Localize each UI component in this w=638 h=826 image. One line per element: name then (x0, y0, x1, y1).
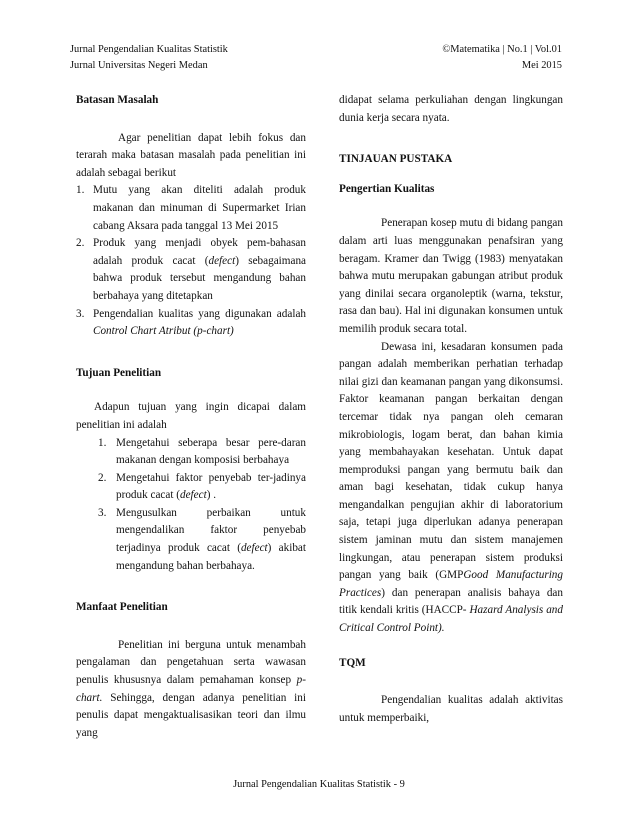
paragraph-batasan: Agar penelitian dapat lebih fokus dan terarah maka batasan masalah pada penelitian ini adalah sebagai berikut (76, 131, 306, 179)
journal-volume: ©Matematika | No.1 | Vol.01 (442, 44, 562, 55)
right-column (339, 92, 563, 727)
heading-manfaat-penelitian: Manfaat Penelitian (76, 601, 168, 614)
paragraph-kualitas-1: Penerapan kosep mutu di bidang pangan dalam arti luas menggunakan penafsiran yang beragam. Kramer dan Twigg (1983) menyatakan bahwa mutu merupakan gabungan atribut produk yang dinilai secara organoleptik (warna, tekstur, rasa dan bau). Hal ini digunakan konsumen untuk memilih produk secara total. (339, 217, 563, 335)
paragraph-kualitas-2: Dewasa ini, kesadaran konsumen pada pangan adalah memberikan perhatian terhadap nilai gizi dan keamanan pangan yang dikonsumsi. Faktor keamanan pangan berkaitan dengan tercemar tidak nya pangan oleh cemaran mikrobiologis, logam berat, dan bahan kimia yang membahayakan kesehatan. Untuk dapat memproduksi pangan yang bermutu baik dan aman bagi kesehatan, tidak cukup hanya mengandalkan pengujian akhir di laboratorium saja, tetapi juga diperlukan adanya penerapan sistem jaminan mutu dan sistem manajemen lingkungan, atau penerapan sistem produksi pangan yang baik (GMPGood Manufacturing Practices) dan penerapan analisis bahaya dan titik kendali kritis (HACCP- Hazard Analysis and Critical Control Point). (339, 340, 563, 635)
journal-date: Mei 2015 (521, 60, 562, 71)
journal-publisher: Jurnal Universitas Negeri Medan (70, 60, 208, 71)
paragraph-tujuan: Adapun tujuan yang ingin dicapai dalam penelitian ini adalah (76, 401, 306, 431)
list-item: 1. Mengetahui seberapa besar pere-daran makanan dengan komposisi berbahaya (98, 436, 306, 467)
page-footer: Jurnal Pengendalian Kualitas Statistik - 9 (233, 779, 405, 790)
heading-pengertian-kualitas: Pengertian Kualitas (339, 182, 435, 195)
list-item: 2. Produk yang menjadi obyek pem-bahasan adalah produk cacat (defect) sebagaimana bahwa produk tersebut mengandung bahan berbahaya yang ditetapkan (76, 237, 306, 302)
running-header-left (70, 42, 228, 74)
list-item: 2. Mengetahui faktor penyebab ter-jadinya produk cacat (defect) . (98, 471, 306, 502)
left-column (76, 92, 306, 742)
list-item: 3. Mengusulkan perbaikan untuk mengendalikan faktor penyebab terjadinya produk cacat (defect) akibat mengandung bahan berbahaya. (98, 506, 307, 572)
section-tinjauan-pustaka: TINJAUAN PUSTAKA (339, 153, 453, 166)
running-header-right (442, 42, 562, 74)
tujuan-list (76, 435, 306, 576)
heading-tqm: TQM (339, 656, 366, 669)
journal-title: Jurnal Pengendalian Kualitas Statistik (70, 44, 228, 55)
list-item: 3. Pengendalian kualitas yang digunakan adalah Control Chart Atribut (p-chart) (76, 307, 306, 338)
paragraph-continued: didapat selama perkuliahan dengan lingkungan dunia kerja secara nyata. (339, 94, 563, 124)
heading-batasan-masalah: Batasan Masalah (76, 94, 159, 106)
list-item: 1. Mutu yang akan diteliti adalah produk makanan dan minuman di Supermarket Irian cabang Aksara pada tanggal 13 Mei 2015 (76, 184, 306, 232)
paragraph-tqm: Pengendalian kualitas adalah aktivitas untuk memperbaiki, (339, 694, 563, 724)
batasan-list (76, 182, 306, 340)
paragraph-manfaat: Penelitian ini berguna untuk menambah pengalaman dan pengetahuan serta wawasan penulis khususnya dalam pemahaman konsep p-chart. Sehingga, dengan adanya penelitian ini penulis dapat mengaktualisasikan teori dan ilmu yang (76, 638, 306, 739)
heading-tujuan-penelitian: Tujuan Penelitian (76, 366, 162, 379)
